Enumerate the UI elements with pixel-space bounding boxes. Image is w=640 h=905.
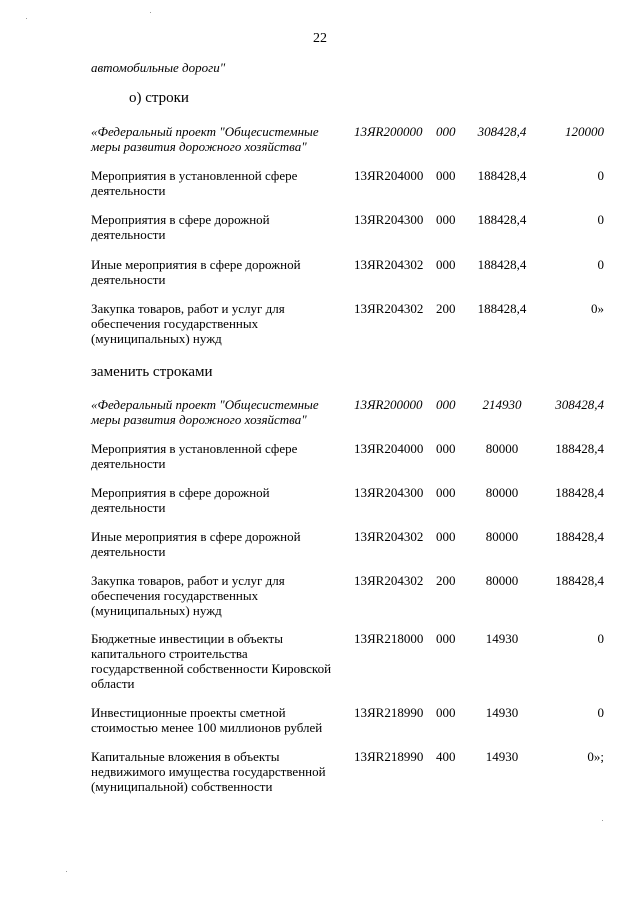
row-name-line: Мероприятия в сфере дорожной xyxy=(91,212,270,227)
row-name-line: стоимостью менее 100 миллионов рублей xyxy=(91,720,323,735)
target-article-code: 13ЯR218990 xyxy=(354,705,424,720)
amount-1: 80000 xyxy=(485,529,519,544)
row-name-line: обеспечения государственных xyxy=(91,316,259,331)
expense-type-code: 000 xyxy=(436,257,456,272)
target-article-code: 13ЯR200000 xyxy=(354,124,423,139)
target-article-code: 13ЯR200000 xyxy=(354,397,423,412)
amount-2: 120000 xyxy=(565,124,604,139)
row-name-line: Мероприятия в установленной сфере xyxy=(91,441,298,456)
row-name-line: Иные мероприятия в сфере дорожной xyxy=(91,257,301,272)
expense-type-code: 000 xyxy=(436,441,456,456)
row-name-line: деятельности xyxy=(91,227,166,242)
target-article-code: 13ЯR218000 xyxy=(354,631,424,646)
expense-type-code: 000 xyxy=(436,485,456,500)
row-name xyxy=(91,397,341,427)
scan-speck xyxy=(150,12,151,13)
target-article-code: 13ЯR204000 xyxy=(354,168,424,183)
amount-1: 80000 xyxy=(485,441,519,456)
row-name-line: «Федеральный проект "Общесистемные xyxy=(91,124,319,139)
expense-type-code: 000 xyxy=(436,705,456,720)
amount-2: 188428,4 xyxy=(555,441,604,456)
amount-2: 0 xyxy=(597,168,604,183)
target-article-code: 13ЯR204000 xyxy=(354,441,424,456)
row-name-line: деятельности xyxy=(91,544,166,559)
row-name-line: Мероприятия в установленной сфере xyxy=(91,168,298,183)
amount-1: 188428,4 xyxy=(477,212,527,227)
amount-2: 188428,4 xyxy=(555,573,604,588)
row-name-line: (муниципальных) нужд xyxy=(91,603,222,618)
row-name xyxy=(91,749,341,794)
row-name xyxy=(91,529,341,559)
amount-2: 0 xyxy=(597,212,604,227)
target-article-code: 13ЯR204302 xyxy=(354,257,424,272)
amount-1: 188428,4 xyxy=(477,257,527,272)
amount-2: 0 xyxy=(597,705,604,720)
carry-over-text: автомобильные дороги" xyxy=(91,60,226,75)
target-article-code: 13ЯR218990 xyxy=(354,749,424,764)
target-article-code: 13ЯR204302 xyxy=(354,301,424,316)
amount-1: 14930 xyxy=(485,749,519,764)
target-article-code: 13ЯR204300 xyxy=(354,212,424,227)
row-name xyxy=(91,257,341,287)
scan-speck xyxy=(26,18,27,19)
expense-type-code: 000 xyxy=(436,212,456,227)
amount-1: 308428,4 xyxy=(477,124,527,139)
amount-2: 0»; xyxy=(587,749,604,764)
row-name-line: Закупка товаров, работ и услуг для xyxy=(91,301,285,316)
row-name-line: меры развития дорожного хозяйства" xyxy=(91,412,307,427)
row-name-line: «Федеральный проект "Общесистемные xyxy=(91,397,319,412)
amount-1: 14930 xyxy=(485,631,519,646)
new-rows-heading: заменить строками xyxy=(91,364,213,380)
row-name-line: деятельности xyxy=(91,183,166,198)
expense-type-code: 000 xyxy=(436,168,456,183)
row-name-line: Капитальные вложения в объекты xyxy=(91,749,280,764)
expense-type-code: 000 xyxy=(436,397,456,412)
row-name-line: деятельности xyxy=(91,272,166,287)
row-name-line: капитального строительства xyxy=(91,646,248,661)
row-name xyxy=(91,573,341,618)
target-article-code: 13ЯR204302 xyxy=(354,529,424,544)
row-name-line: меры развития дорожного хозяйства" xyxy=(91,139,307,154)
row-name-line: деятельности xyxy=(91,456,166,471)
row-name xyxy=(91,631,341,691)
row-name-line: Закупка товаров, работ и услуг для xyxy=(91,573,285,588)
row-name xyxy=(91,705,341,735)
scan-speck xyxy=(66,871,67,872)
scan-speck xyxy=(602,820,603,821)
amount-2: 0» xyxy=(591,301,604,316)
row-name-line: государственной собственности Кировской xyxy=(91,661,332,676)
row-name-line: (муниципальных) нужд xyxy=(91,331,222,346)
amount-1: 188428,4 xyxy=(477,301,527,316)
target-article-code: 13ЯR204300 xyxy=(354,485,424,500)
expense-type-code: 000 xyxy=(436,124,456,139)
amount-2: 0 xyxy=(597,631,604,646)
amount-2: 308428,4 xyxy=(555,397,604,412)
row-name-line: области xyxy=(91,676,135,691)
row-name-line: деятельности xyxy=(91,500,166,515)
amount-1: 80000 xyxy=(485,485,519,500)
row-name xyxy=(91,485,341,515)
row-name xyxy=(91,124,341,154)
row-name-line: Мероприятия в сфере дорожной xyxy=(91,485,270,500)
amount-1: 14930 xyxy=(485,705,519,720)
row-name-line: недвижимого имущества государственной xyxy=(91,764,326,779)
expense-type-code: 000 xyxy=(436,529,456,544)
row-name-line: Иные мероприятия в сфере дорожной xyxy=(91,529,301,544)
page-number: 22 xyxy=(313,31,327,46)
expense-type-code: 200 xyxy=(436,301,456,316)
expense-type-code: 400 xyxy=(436,749,456,764)
amount-2: 0 xyxy=(597,257,604,272)
row-name-line: Бюджетные инвестиции в объекты xyxy=(91,631,283,646)
row-name-line: (муниципальной) собственности xyxy=(91,779,273,794)
amount-2: 188428,4 xyxy=(555,529,604,544)
row-name xyxy=(91,168,341,198)
row-name xyxy=(91,212,341,242)
amount-2: 188428,4 xyxy=(555,485,604,500)
row-name xyxy=(91,441,341,471)
amount-1: 188428,4 xyxy=(477,168,527,183)
row-name xyxy=(91,301,341,346)
amount-1: 80000 xyxy=(485,573,519,588)
expense-type-code: 000 xyxy=(436,631,456,646)
row-name-line: Инвестиционные проекты сметной xyxy=(91,705,286,720)
old-rows-heading: о) строки xyxy=(129,90,189,106)
row-name-line: обеспечения государственных xyxy=(91,588,259,603)
expense-type-code: 200 xyxy=(436,573,456,588)
target-article-code: 13ЯR204302 xyxy=(354,573,424,588)
amount-1: 214930 xyxy=(482,397,522,412)
